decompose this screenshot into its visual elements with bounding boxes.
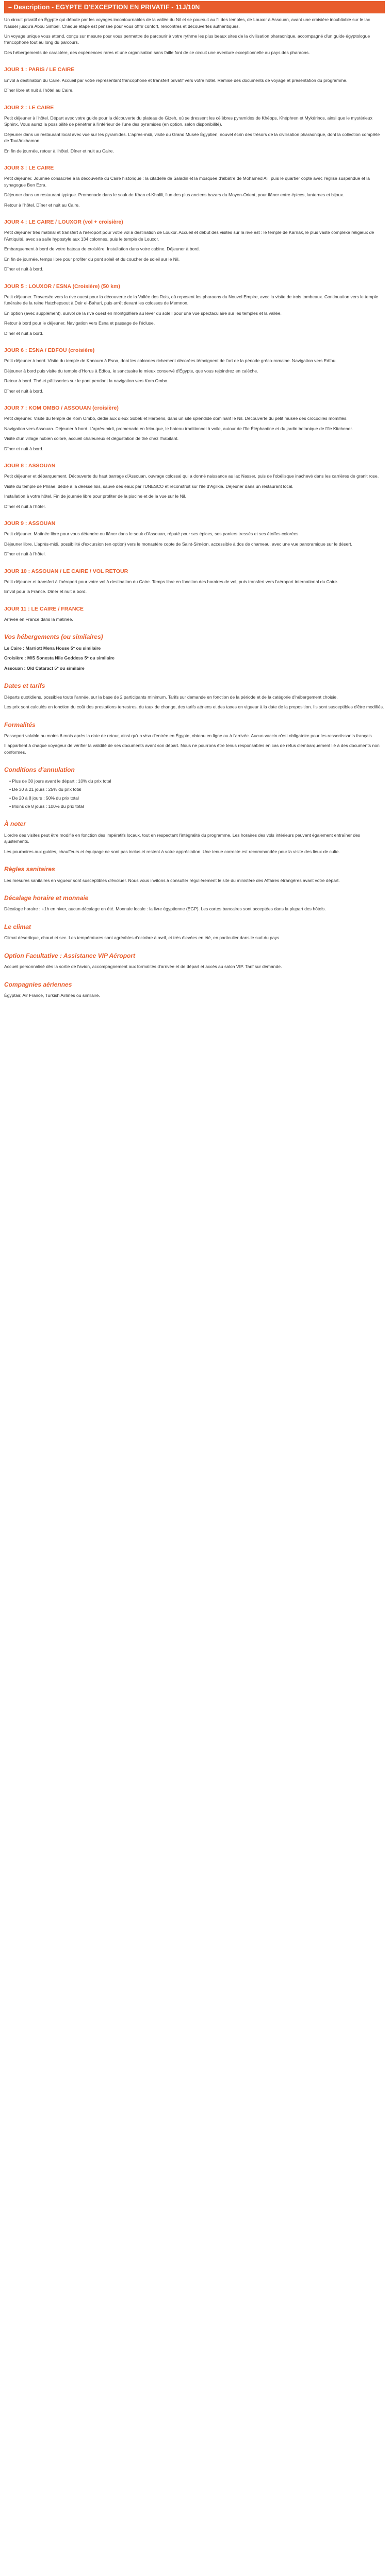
section-paragraph: Climat désertique, chaud et sec. Les températures sont agréables d'octobre à avril, et très élevées en été, en particulier dans le sud du pays. xyxy=(4,935,281,941)
day-paragraph: En fin de journée, temps libre pour profiter du pont soleil et du coucher de soleil sur le Nil. xyxy=(4,256,180,262)
day-title: JOUR 10 : ASSOUAN / LE CAIRE / VOL RETOUR xyxy=(4,568,128,574)
day-paragraph: Petit déjeuner et débarquement. Découverte du haut barrage d'Assouan, ouvrage colossal qui a donné naissance au lac Nasser, puis de l'obélisque inachevé dans les carrières de granit rose. xyxy=(4,473,379,479)
section-paragraph: Passeport valable au moins 6 mois après la date de retour, ainsi qu'un visa d'entrée en Égypte, obtenu en ligne ou à l'arrivée. Aucun vaccin n'est obligatoire pour les ressortissants français. xyxy=(4,733,373,738)
day-6 xyxy=(4,347,385,394)
day-paragraph: Dîner et nuit à bord. xyxy=(4,266,43,272)
day-paragraph: Dîner et nuit à l'hôtel. xyxy=(4,551,46,557)
day-paragraph: Dîner et nuit à bord. xyxy=(4,388,43,394)
section-paragraph: Les mesures sanitaires en vigueur sont susceptibles d'évoluer. Nous vous invitons à consulter régulièrement le site du ministère des Affaires étrangères avant votre départ. xyxy=(4,877,340,883)
day-title: JOUR 4 : LE CAIRE / LOUXOR (vol + croisière) xyxy=(4,219,123,226)
day-paragraph: En fin de journée, retour à l'hôtel. Dîner et nuit au Caire. xyxy=(4,148,114,154)
day-title: JOUR 2 : LE CAIRE xyxy=(4,104,54,111)
hotel-item: Croisière : M/S Sonesta Nile Goddess 5* ou similaire xyxy=(4,655,115,661)
condition-item: • De 30 à 21 jours : 25% du prix total xyxy=(4,786,385,792)
companies-section xyxy=(4,980,385,999)
day-title: JOUR 9 : ASSOUAN xyxy=(4,520,56,527)
day-paragraph: Petit déjeuner. Traversée vers la rive ouest pour la découverte de la Vallée des Rois, où reposent les pharaons du Nouvel Empire, avec la visite de trois tombeaux. Continuation vers le temple funéraire de la reine Hatchepsout à Deir el-Bahari, puis arrêt devant les colosses de Memnon. xyxy=(4,294,378,306)
day-paragraph: Embarquement à bord de votre bateau de croisière. Installation dans votre cabine. Déjeuner à bord. xyxy=(4,246,200,252)
day-3 xyxy=(4,164,385,208)
formalities-section xyxy=(4,721,385,756)
intro-paragraph: Un voyage unique vous attend, conçu sur mesure pour vous permettre de parcourir à votre rythme les plus beaux sites de la civilisation pharaonique, accompagné d'un guide égyptologue francophone tout au long du parcours. xyxy=(4,33,370,45)
day-paragraph: Déjeuner libre. L'après-midi, possibilité d'excursion (en option) vers le monastère copte de Saint-Siméon, accessible à dos de chameau, avec une vue panoramique sur le désert. xyxy=(4,541,352,547)
day-title: JOUR 11 : LE CAIRE / FRANCE xyxy=(4,605,84,612)
day-paragraph: Dîner et nuit à bord. xyxy=(4,330,43,336)
day-paragraph: Envol pour la France. Dîner et nuit à bord. xyxy=(4,589,87,595)
sanitary-section xyxy=(4,865,385,884)
currency-section xyxy=(4,894,385,912)
day-paragraph: Navigation vers Assouan. Déjeuner à bord. L'après-midi, promenade en felouque, le bateau traditionnel à voile, autour de l'île Éléphantine et du jardin botanique de l'île Kitchener. xyxy=(4,426,353,431)
condition-item: • Plus de 30 jours avant le départ : 10% du prix total xyxy=(4,778,385,784)
section-paragraph: Décalage horaire : +1h en hiver, aucun décalage en été. Monnaie locale : la livre égyptienne (EGP). Les cartes bancaires sont acceptées dans la plupart des hôtels. xyxy=(4,906,326,912)
intro-paragraph: Des hébergements de caractère, des expériences rares et une organisation sans faille font de ce circuit une aventure exceptionnelle au pays des pharaons. xyxy=(4,49,310,55)
day-title: JOUR 3 : LE CAIRE xyxy=(4,165,54,171)
day-title: JOUR 7 : KOM OMBO / ASSOUAN (croisière) xyxy=(4,405,119,412)
day-paragraph: Retour à bord pour le déjeuner. Navigation vers Esna et passage de l'écluse. xyxy=(4,320,155,326)
section-paragraph: Départs quotidiens, possibles toute l'année, sur la base de 2 participants minimum. Tarifs sur demande en fonction de la période et de la catégorie d'hébergement choisie. xyxy=(4,694,338,700)
conditions-section xyxy=(4,766,385,809)
day-paragraph: Arrivée en France dans la matinée. xyxy=(4,617,73,622)
hotels-section xyxy=(4,633,385,671)
assistance-section xyxy=(4,952,385,970)
section-title: Compagnies aériennes xyxy=(4,980,72,988)
day-paragraph: Petit déjeuner à bord. Visite du temple de Khnoum à Esna, dont les colonnes richement décorées témoignent de l'art de la période gréco-romaine. Navigation vers Edfou. xyxy=(4,358,337,364)
day-8 xyxy=(4,462,385,510)
section-paragraph: L'ordre des visites peut être modifié en fonction des impératifs locaux, tout en respectant l'intégralité du programme. Les horaires des vols intérieurs peuvent également entraîner des ajustements. xyxy=(4,832,361,844)
section-title: Vos hébergements (ou similaires) xyxy=(4,633,103,641)
day-2 xyxy=(4,104,385,154)
section-title: Décalage horaire et monnaie xyxy=(4,894,89,902)
condition-item: • De 20 à 8 jours : 50% du prix total xyxy=(4,795,385,801)
day-9 xyxy=(4,520,385,557)
section-title: Dates et tarifs xyxy=(4,682,45,690)
day-title: JOUR 8 : ASSOUAN xyxy=(4,463,56,469)
day-paragraph: Retour à l'hôtel. Dîner et nuit au Caire. xyxy=(4,202,80,208)
section-title: Règles sanitaires xyxy=(4,866,55,873)
section-paragraph: Les pourboires aux guides, chauffeurs et équipage ne sont pas inclus et restent à votre appréciation. Une tenue correcte est recommandée pour la visite des lieux de culte. xyxy=(4,849,340,854)
day-paragraph: Installation à votre hôtel. Fin de journée libre pour profiter de la piscine et de la vue sur le Nil. xyxy=(4,494,187,499)
section-title: Option Facultative : Assistance VIP Aéroport xyxy=(4,952,136,959)
day-paragraph: Déjeuner à bord puis visite du temple d'Horus à Edfou, le sanctuaire le mieux conservé d'Égypte, que vous rejoindrez en calèche. xyxy=(4,368,258,374)
intro xyxy=(4,16,385,56)
day-paragraph: Petit déjeuner et transfert à l'aéroport pour votre vol à destination du Caire. Temps libre en fonction des horaires de vol, puis transfert vers l'aéroport international du Caire. xyxy=(4,579,338,584)
hotel-item: Assouan : Old Cataract 5* ou similaire xyxy=(4,665,85,671)
section-title: À noter xyxy=(4,820,26,828)
description-banner: – Description - EGYPTE D'EXCEPTION EN PRIVATIF - 11J/10N xyxy=(4,1,385,13)
day-title: JOUR 1 : PARIS / LE CAIRE xyxy=(4,66,75,73)
notes-section xyxy=(4,820,385,855)
day-paragraph: Envol à destination du Caire. Accueil par votre représentant francophone et transfert privatif vers votre hôtel. Remise des documents de voyage et présentation du programme. xyxy=(4,77,348,83)
hotel-item: Le Caire : Marriott Mena House 5* ou similaire xyxy=(4,645,101,651)
day-paragraph: En option (avec supplément), survol de la rive ouest en montgolfière au lever du soleil pour une vue spectaculaire sur les temples et la vallée. xyxy=(4,310,282,316)
day-10 xyxy=(4,568,385,595)
day-paragraph: Petit déjeuner. Matinée libre pour vous détendre ou flâner dans le souk d'Assouan, réputé pour ses épices, ses paniers tressés et ses étoffes colorées. xyxy=(4,531,300,537)
day-paragraph: Visite du temple de Philae, dédié à la déesse Isis, sauvé des eaux par l'UNESCO et reconstruit sur l'île d'Agilkia. Déjeuner dans un restaurant local. xyxy=(4,483,294,489)
day-paragraph: Dîner et nuit à l'hôtel. xyxy=(4,503,46,509)
day-4 xyxy=(4,218,385,272)
day-paragraph: Dîner et nuit à bord. xyxy=(4,446,43,451)
climate-section xyxy=(4,923,385,941)
intro-paragraph: Un circuit privatif en Égypte qui débute par les voyages incontournables de la vallée du Nil et se poursuit au fil des temples, de Louxor à Assouan, avant une croisière inoubliable sur le lac Nasser jusqu'à Abou Simbel. Chaque étape est pensée pour vous offrir confort, rencontres et découvertes authentiques. xyxy=(4,17,370,29)
section-title: Conditions d'annulation xyxy=(4,766,75,774)
section-paragraph: Accueil personnalisé dès la sortie de l'avion, accompagnement aux formalités d'arrivée et de départ et accès au salon VIP. Tarif sur demande. xyxy=(4,964,282,970)
section-paragraph: Égyptair, Air France, Turkish Airlines ou similaire. xyxy=(4,992,100,998)
section-title: Formalités xyxy=(4,721,36,728)
section-paragraph: Les prix sont calculés en fonction du coût des prestations terrestres, du taux de change, des tarifs aériens et des taxes en vigueur à la date de la proposition. Ils sont susceptibles d'être modifiés. xyxy=(4,704,384,710)
day-title: JOUR 6 : ESNA / EDFOU (croisière) xyxy=(4,347,95,353)
day-1 xyxy=(4,66,385,93)
day-paragraph: Petit déjeuner. Visite du temple de Kom Ombo, dédié aux dieux Sobek et Haroëris, dans un site splendide dominant le Nil. Découverte du petit musée des crocodiles momifiés. xyxy=(4,416,348,421)
day-paragraph: Petit déjeuner. Journée consacrée à la découverte du Caire historique : la citadelle de Saladin et la mosquée d'albâtre de Mohamed Ali, puis le quartier copte avec l'église suspendue et la synagogue Ben Ezra. xyxy=(4,176,370,188)
day-7 xyxy=(4,404,385,452)
day-paragraph: Déjeuner dans un restaurant local avec vue sur les pyramides. L'après-midi, visite du Grand Musée Égyptien, nouvel écrin des trésors de la civilisation pharaonique, dont la collection complète de Toutânkhamon. xyxy=(4,131,380,144)
day-5 xyxy=(4,283,385,336)
dates-section xyxy=(4,682,385,710)
section-paragraph: Il appartient à chaque voyageur de vérifier la validité de ses documents avant son départ. Nous ne pourrons être tenus responsables en cas de refus d'embarquement lié à des documents non conformes. xyxy=(4,743,380,755)
day-paragraph: Dîner libre et nuit à l'hôtel au Caire. xyxy=(4,88,74,93)
condition-item: • Moins de 8 jours : 100% du prix total xyxy=(4,803,385,809)
day-paragraph: Visite d'un village nubien coloré, accueil chaleureux et dégustation de thé chez l'habitant. xyxy=(4,436,179,442)
section-title: Le climat xyxy=(4,923,31,930)
day-11 xyxy=(4,605,385,623)
day-paragraph: Retour à bord. Thé et pâtisseries sur le pont pendant la navigation vers Kom Ombo. xyxy=(4,378,169,384)
day-paragraph: Petit déjeuner à l'hôtel. Départ avec votre guide pour la découverte du plateau de Gizeh, où se dressent les célèbres pyramides de Khéops, Khéphren et Mykérinos, ainsi que le mystérieux Sphinx. Vous aurez la possibilité de pénétrer à l'intérieur de l'une des pyramides (en option, selon disponibilité). xyxy=(4,115,372,127)
day-paragraph: Déjeuner dans un restaurant typique. Promenade dans le souk de Khan el-Khalili, l'un des plus anciens bazars du Moyen-Orient, pour flâner entre épices, lanternes et bijoux. xyxy=(4,192,344,198)
day-title: JOUR 5 : LOUXOR / ESNA (Croisière) (50 km) xyxy=(4,283,120,290)
day-paragraph: Petit déjeuner très matinal et transfert à l'aéroport pour votre vol à destination de Louxor. Accueil et début des visites sur la rive est : le temple de Karnak, le plus vaste complexe religieux de l'Antiquité, avec sa salle hypostyle aux 134 colonnes, puis le temple de Louxor. xyxy=(4,230,374,242)
